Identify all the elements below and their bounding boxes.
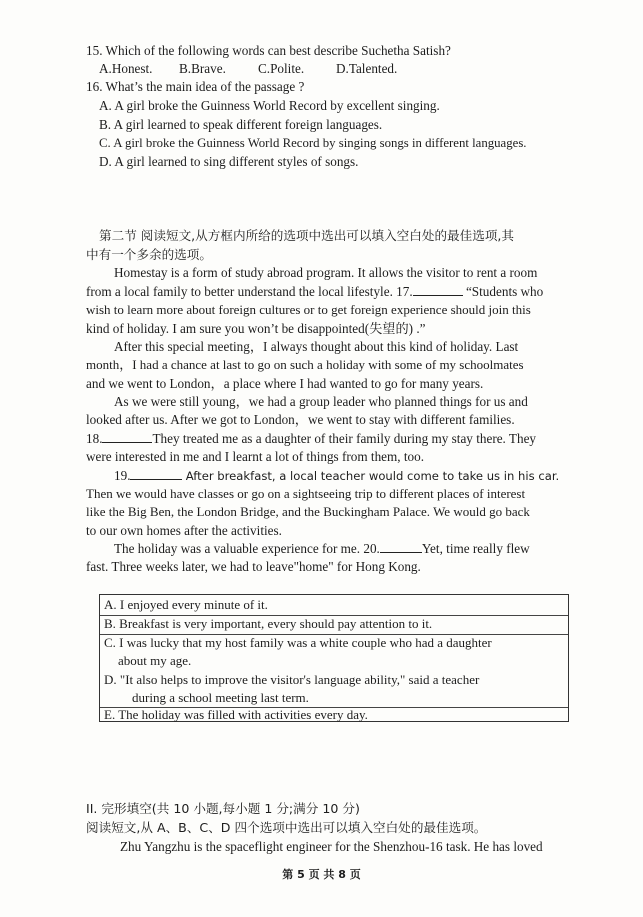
passage-line xyxy=(86,283,543,301)
q15-option-a: A.Honest. xyxy=(99,61,153,76)
part2-title: II. 完形填空(共 10 小题,每小题 1 分;满分 10 分) xyxy=(86,801,360,816)
passage-text: 19. xyxy=(114,468,131,483)
q15-option-b: B.Brave. xyxy=(179,61,226,76)
passage-text: After breakfast, a local teacher would come to take us in his car. xyxy=(185,469,560,483)
choice-b: B. Breakfast is very important, every should pay attention to it. xyxy=(104,616,433,631)
choice-d: D. "It also helps to improve the visitor's language ability," said a teacher xyxy=(104,672,480,687)
passage-line: like the Big Ben, the London Bridge, and the Buckingham Palace. We would go back xyxy=(86,504,530,519)
passage-line xyxy=(114,467,559,485)
choice-a: A. I enjoyed every minute of it. xyxy=(104,597,268,612)
q15-option-d: D.Talented. xyxy=(336,61,398,76)
passage-text: “Students who xyxy=(465,284,544,299)
part2-first-line: Zhu Yangzhu is the spaceflight engineer for the Shenzhou-16 task. He has loved xyxy=(120,839,543,854)
choice-d-cont: during a school meeting last term. xyxy=(132,690,309,705)
passage-line: fast. Three weeks later, we had to leave"home" for Hong Kong. xyxy=(86,559,421,574)
q16-option-a: A. A girl broke the Guinness World Record by excellent singing. xyxy=(99,98,440,113)
passage-line: were interested in me and I learnt a lot of things from them, too. xyxy=(86,449,425,464)
q16-option-c: C. A girl broke the Guinness World Record by singing songs in different languages. xyxy=(99,136,527,150)
section2-heading-cont: 中有一个多余的选项。 xyxy=(86,247,212,262)
passage-text: The holiday was a valuable experience for me. 20. xyxy=(114,541,380,556)
passage-line: After this special meeting，I always thought about this kind of holiday. Last xyxy=(114,339,519,354)
passage-text: Yet, time really flew xyxy=(421,541,530,556)
passage-text: from a local family to better understand the local lifestyle. 17. xyxy=(86,284,413,299)
section2-heading: 第二节 阅读短文,从方框内所给的选项中选出可以填入空白处的最佳选项,其 xyxy=(99,228,515,243)
answer-blank-19 xyxy=(130,467,182,480)
answer-blank-18 xyxy=(102,430,152,443)
passage-line: to our own homes after the activities. xyxy=(86,523,282,538)
q15-option-c: C.Polite. xyxy=(258,61,305,76)
choice-c-cont: about my age. xyxy=(118,653,192,668)
passage-line: looked after us. After we got to London，we went to stay with different families. xyxy=(86,412,515,427)
passage-line xyxy=(114,540,530,558)
passage-line: wish to learn more about foreign cultures or to get foreign experience should join this xyxy=(86,302,531,317)
page-number: 第 5 页 共 8 页 xyxy=(282,868,361,881)
q16-stem: 16. What’s the main idea of the passage ? xyxy=(86,79,305,94)
passage-text: They treated me as a daughter of their family during my stay there. They xyxy=(152,431,537,446)
choices-box xyxy=(99,594,569,722)
q15-stem: 15. Which of the following words can best describe Suchetha Satish? xyxy=(86,43,451,58)
answer-blank-20 xyxy=(380,540,422,553)
passage-line: Then we would have classes or go on a sightseeing trip to different places of interest xyxy=(86,486,526,501)
passage-line: Homestay is a form of study abroad program. It allows the visitor to rent a room xyxy=(114,265,538,280)
part2-instruction: 阅读短文,从 A、B、C、D 四个选项中选出可以填入空白处的最佳选项。 xyxy=(86,820,487,835)
passage-line: As we were still young，we had a group leader who planned things for us and xyxy=(114,394,528,409)
passage-line xyxy=(86,430,536,448)
passage-line: kind of holiday. I am sure you won’t be disappointed(失望的) .” xyxy=(86,321,426,336)
passage-line: month，I had a chance at last to go on such a holiday with some of my schoolmates xyxy=(86,357,524,372)
passage-line: and we went to London，a place where I had wanted to go for many years. xyxy=(86,376,484,391)
q16-option-b: B. A girl learned to speak different foreign languages. xyxy=(99,117,383,132)
choice-e: E. The holiday was filled with activities every day. xyxy=(104,707,368,722)
choice-c: C. I was lucky that my host family was a white couple who had a daughter xyxy=(104,635,492,650)
q16-option-d: D. A girl learned to sing different styles of songs. xyxy=(99,154,359,169)
passage-text: 18. xyxy=(86,431,103,446)
answer-blank-17 xyxy=(413,283,463,296)
